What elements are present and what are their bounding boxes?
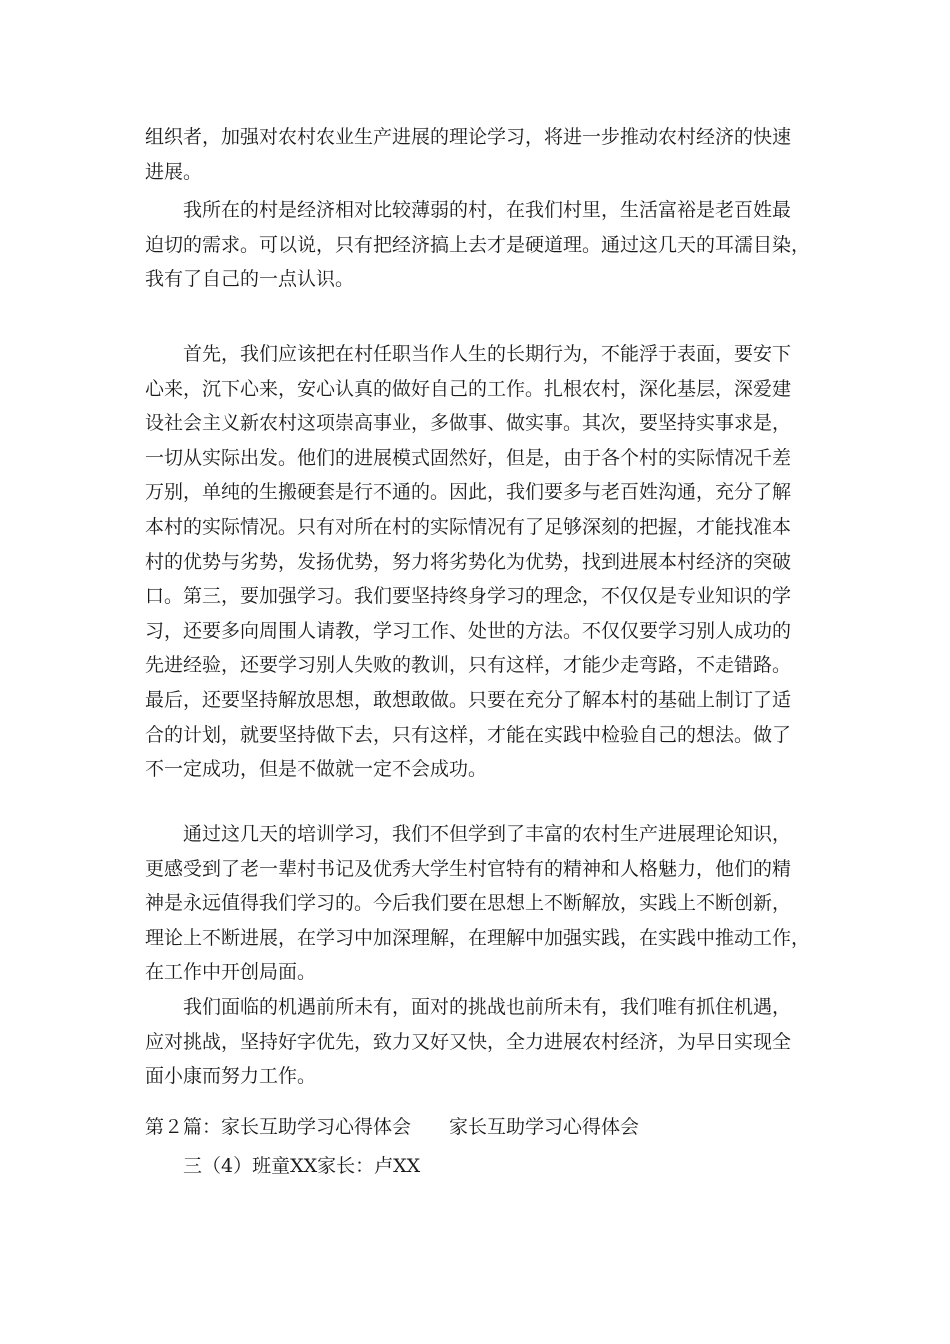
text-line: 一切从实际出发。他们的进展模式固然好，但是，由于各个村的实际情况千差 (145, 446, 792, 469)
text-line: 我所在的村是经济相对比较薄弱的村，在我们村里，生活富裕是老百姓最 (145, 199, 792, 221)
text-line: 神是永远值得我们学习的。今后我们要在思想上不断解放，实践上不断创新， (145, 892, 792, 915)
text-line: 更感受到了老一辈村书记及优秀大学生村官特有的精神和人格魅力，他们的精 (145, 857, 792, 880)
text-line: 本村的实际情况。只有对所在村的实际情况有了足够深刻的把握，才能找准本 (145, 515, 792, 538)
text-line: 迫切的需求。可以说，只有把经济搞上去才是硬道理。通过这几天的耳濡目染， (145, 233, 811, 256)
text-line: 在工作中开创局面。 (145, 961, 317, 984)
text-line: 口。第三，要加强学习。我们要坚持终身学习的理念，不仅仅是专业知识的学 (145, 585, 792, 608)
section-heading-text: 第２篇：家长互助学习心得体会 家长互助学习心得体会 (145, 1116, 640, 1138)
text-line: 习，还要多向周围人请教，学习工作、处世的方法。不仅仅要学习别人成功的 (145, 619, 792, 642)
text-line: 组织者，加强对农村农业生产进展的理论学习，将进一步推动农村经济的快速 (145, 126, 792, 148)
paragraph-1 (145, 120, 810, 189)
text-line: 面小康而努力工作。 (145, 1065, 317, 1088)
text-line: 村的优势与劣势，发扬优势，努力将劣势化为优势，找到进展本村经济的突破 (145, 550, 792, 573)
text-line: 不一定成功，但是不做就一定不会成功。 (145, 758, 488, 781)
text-line: 理论上不断进展，在学习中加深理解，在理解中加强实践，在实践中推动工作， (145, 926, 811, 949)
text-line: 合的计划，就要坚持做下去，只有这样，才能在实践中检验自己的想法。做了 (145, 723, 792, 746)
paragraph-5 (145, 990, 810, 1094)
section-heading (145, 1110, 810, 1145)
paragraph-2 (145, 193, 810, 297)
text-line: 应对挑战，坚持好字优先，致力又好又快，全力进展农村经济，为早日实现全 (145, 1030, 792, 1053)
text-line: 设社会主义新农村这项崇高事业，多做事、做实事。其次，要坚持实事求是， (145, 412, 792, 435)
byline-text: 三（4）班童XX家长：卢XX (145, 1155, 421, 1177)
paragraph-4 (145, 817, 810, 990)
text-line: 我们面临的机遇前所未有，面对的挑战也前所未有，我们唯有抓住机遇， (145, 996, 792, 1018)
text-line: 通过这几天的培训学习，我们不但学到了丰富的农村生产进展理论知识， (145, 823, 792, 845)
text-line: 最后，还要坚持解放思想，敢想敢做。只要在充分了解本村的基础上制订了适 (145, 688, 792, 711)
text-line: 我有了自己的一点认识。 (145, 268, 355, 291)
text-line: 首先，我们应该把在村任职当作人生的长期行为，不能浮于表面，要安下 (145, 343, 792, 365)
text-line: 万别，单纯的生搬硬套是行不通的。因此，我们要多与老百姓沟通，充分了解 (145, 481, 792, 504)
text-line: 先进经验，还要学习别人失败的教训，只有这样，才能少走弯路，不走错路。 (145, 654, 792, 677)
paragraph-3 (145, 337, 810, 787)
text-line: 心来，沉下心来，安心认真的做好自己的工作。扎根农村，深化基层，深爱建 (145, 377, 792, 400)
text-line: 进展。 (145, 160, 203, 183)
byline (145, 1149, 810, 1184)
